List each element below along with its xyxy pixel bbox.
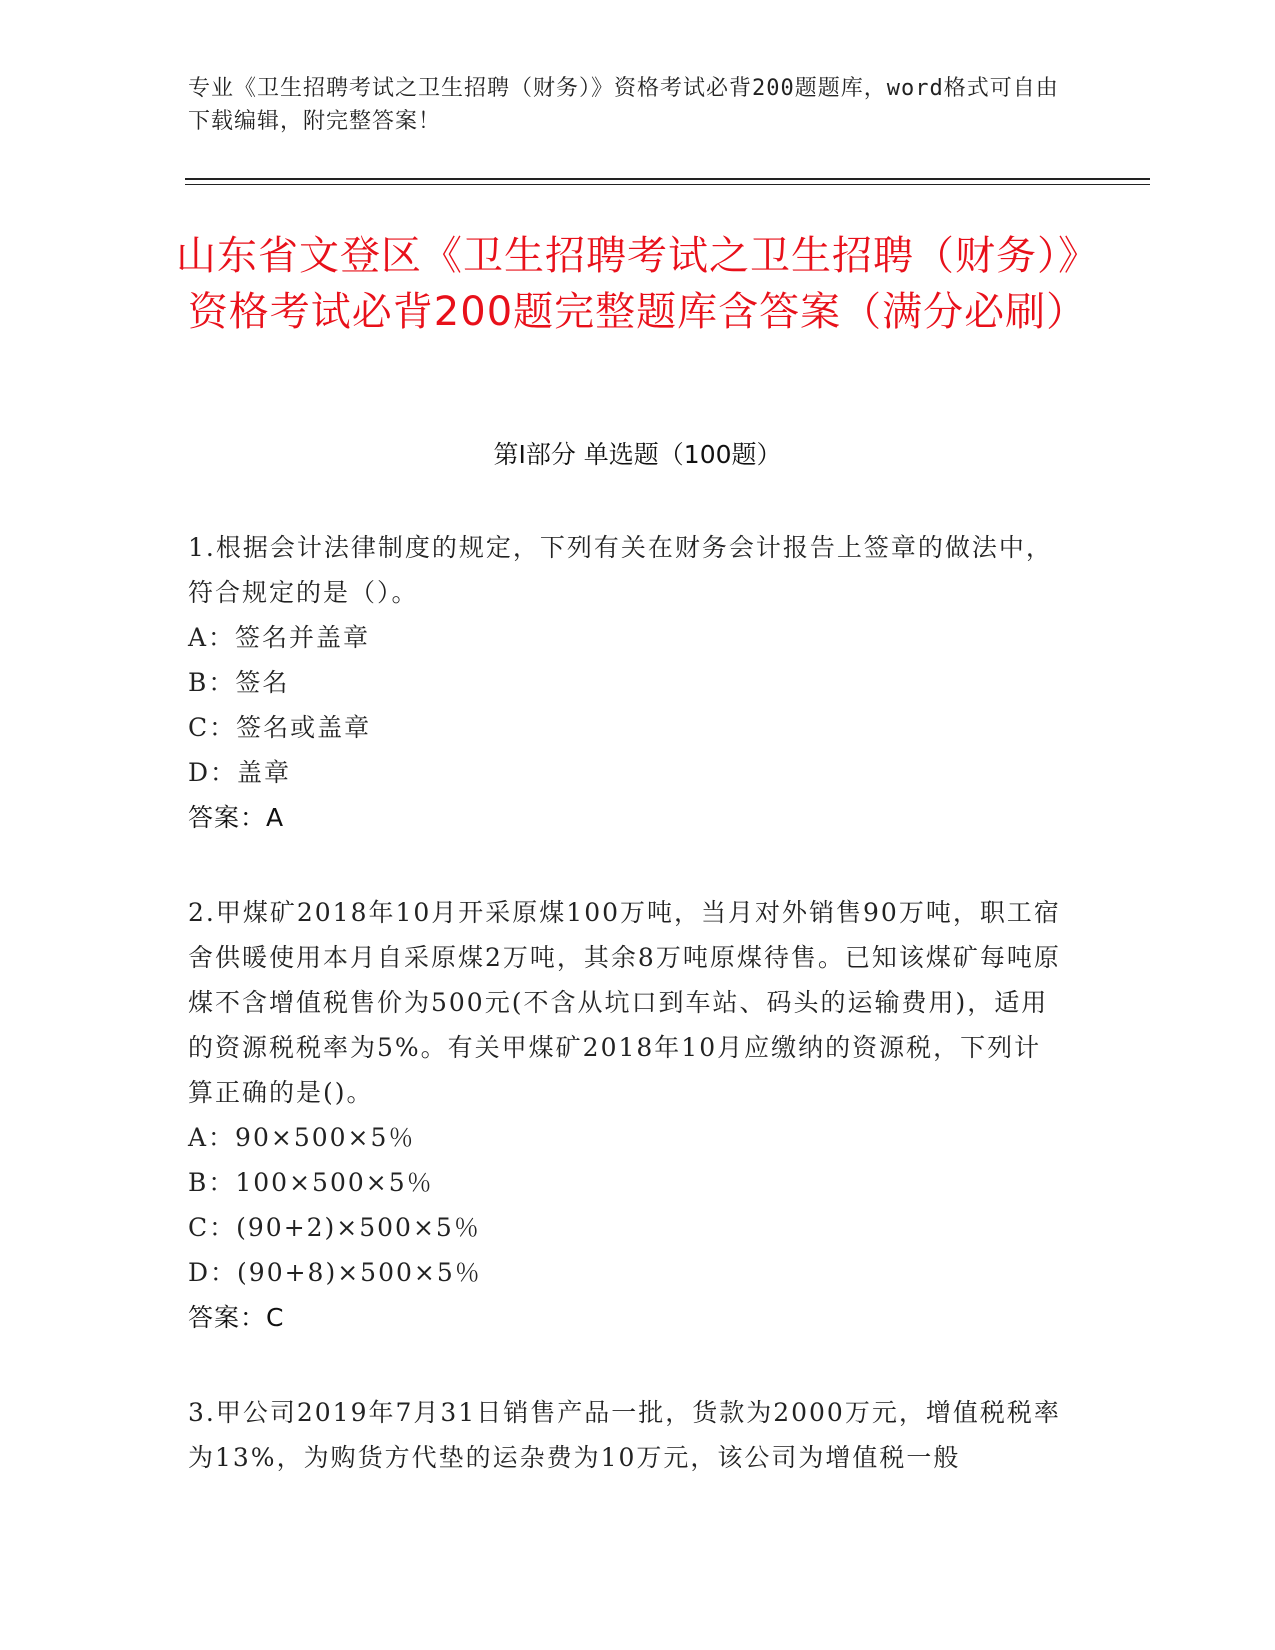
section-heading: 第Ⅰ部分 单选题（100题） [493,440,782,469]
document-title: 山东省文登区《卫生招聘考试之卫生招聘（财务）》资格考试必背200题完整题库含答案（满分必刷） [176,233,1099,335]
option-c: C：(90+2)×500×5％ [188,1213,481,1242]
header-note: 专业《卫生招聘考试之卫生招聘（财务）》资格考试必背200题题库，word格式可自由下载编辑，附完整答案！ [188,76,1059,134]
question-stem: 1.根据会计法律制度的规定，下列有关在财务会计报告上签章的做法中，符合规定的是（）。 [188,533,1053,607]
option-d: D：盖章 [188,758,292,787]
question-list [188,525,1068,1530]
question-2 [188,890,1068,1340]
header-divider-thick [185,178,1150,180]
option-c: C：签名或盖章 [188,713,372,742]
option-a: A：签名并盖章 [188,623,371,652]
option-d: D：(90+8)×500×5％ [188,1258,482,1287]
option-b: B：签名 [188,668,290,697]
answer-line: 答案：C [188,1303,285,1332]
question-stem: 3.甲公司2019年7月31日销售产品一批，货款为2000万元，增值税税率为13%，为购货方代垫的运杂费为10万元，该公司为增值税一般 [188,1398,1061,1472]
option-b: B：100×500×5％ [188,1168,434,1197]
question-stem: 2.甲煤矿2018年10月开采原煤100万吨，当月对外销售90万吨，职工宿舍供暖使用本月自采原煤2万吨，其余8万吨原煤待售。已知该煤矿每吨原煤不含增值税售价为500元(不含从坑口到车站、码头的运输费用)，适用的资源税税率为5%。有关甲煤矿2018年10月应缴纳的资源税，下列计算正确的是()。 [188,898,1061,1107]
answer-line: 答案：A [188,803,285,832]
question-1 [188,525,1068,840]
question-3 [188,1390,1068,1480]
header-divider-thin [185,184,1150,185]
option-a: A：90×500×5％ [188,1123,416,1152]
